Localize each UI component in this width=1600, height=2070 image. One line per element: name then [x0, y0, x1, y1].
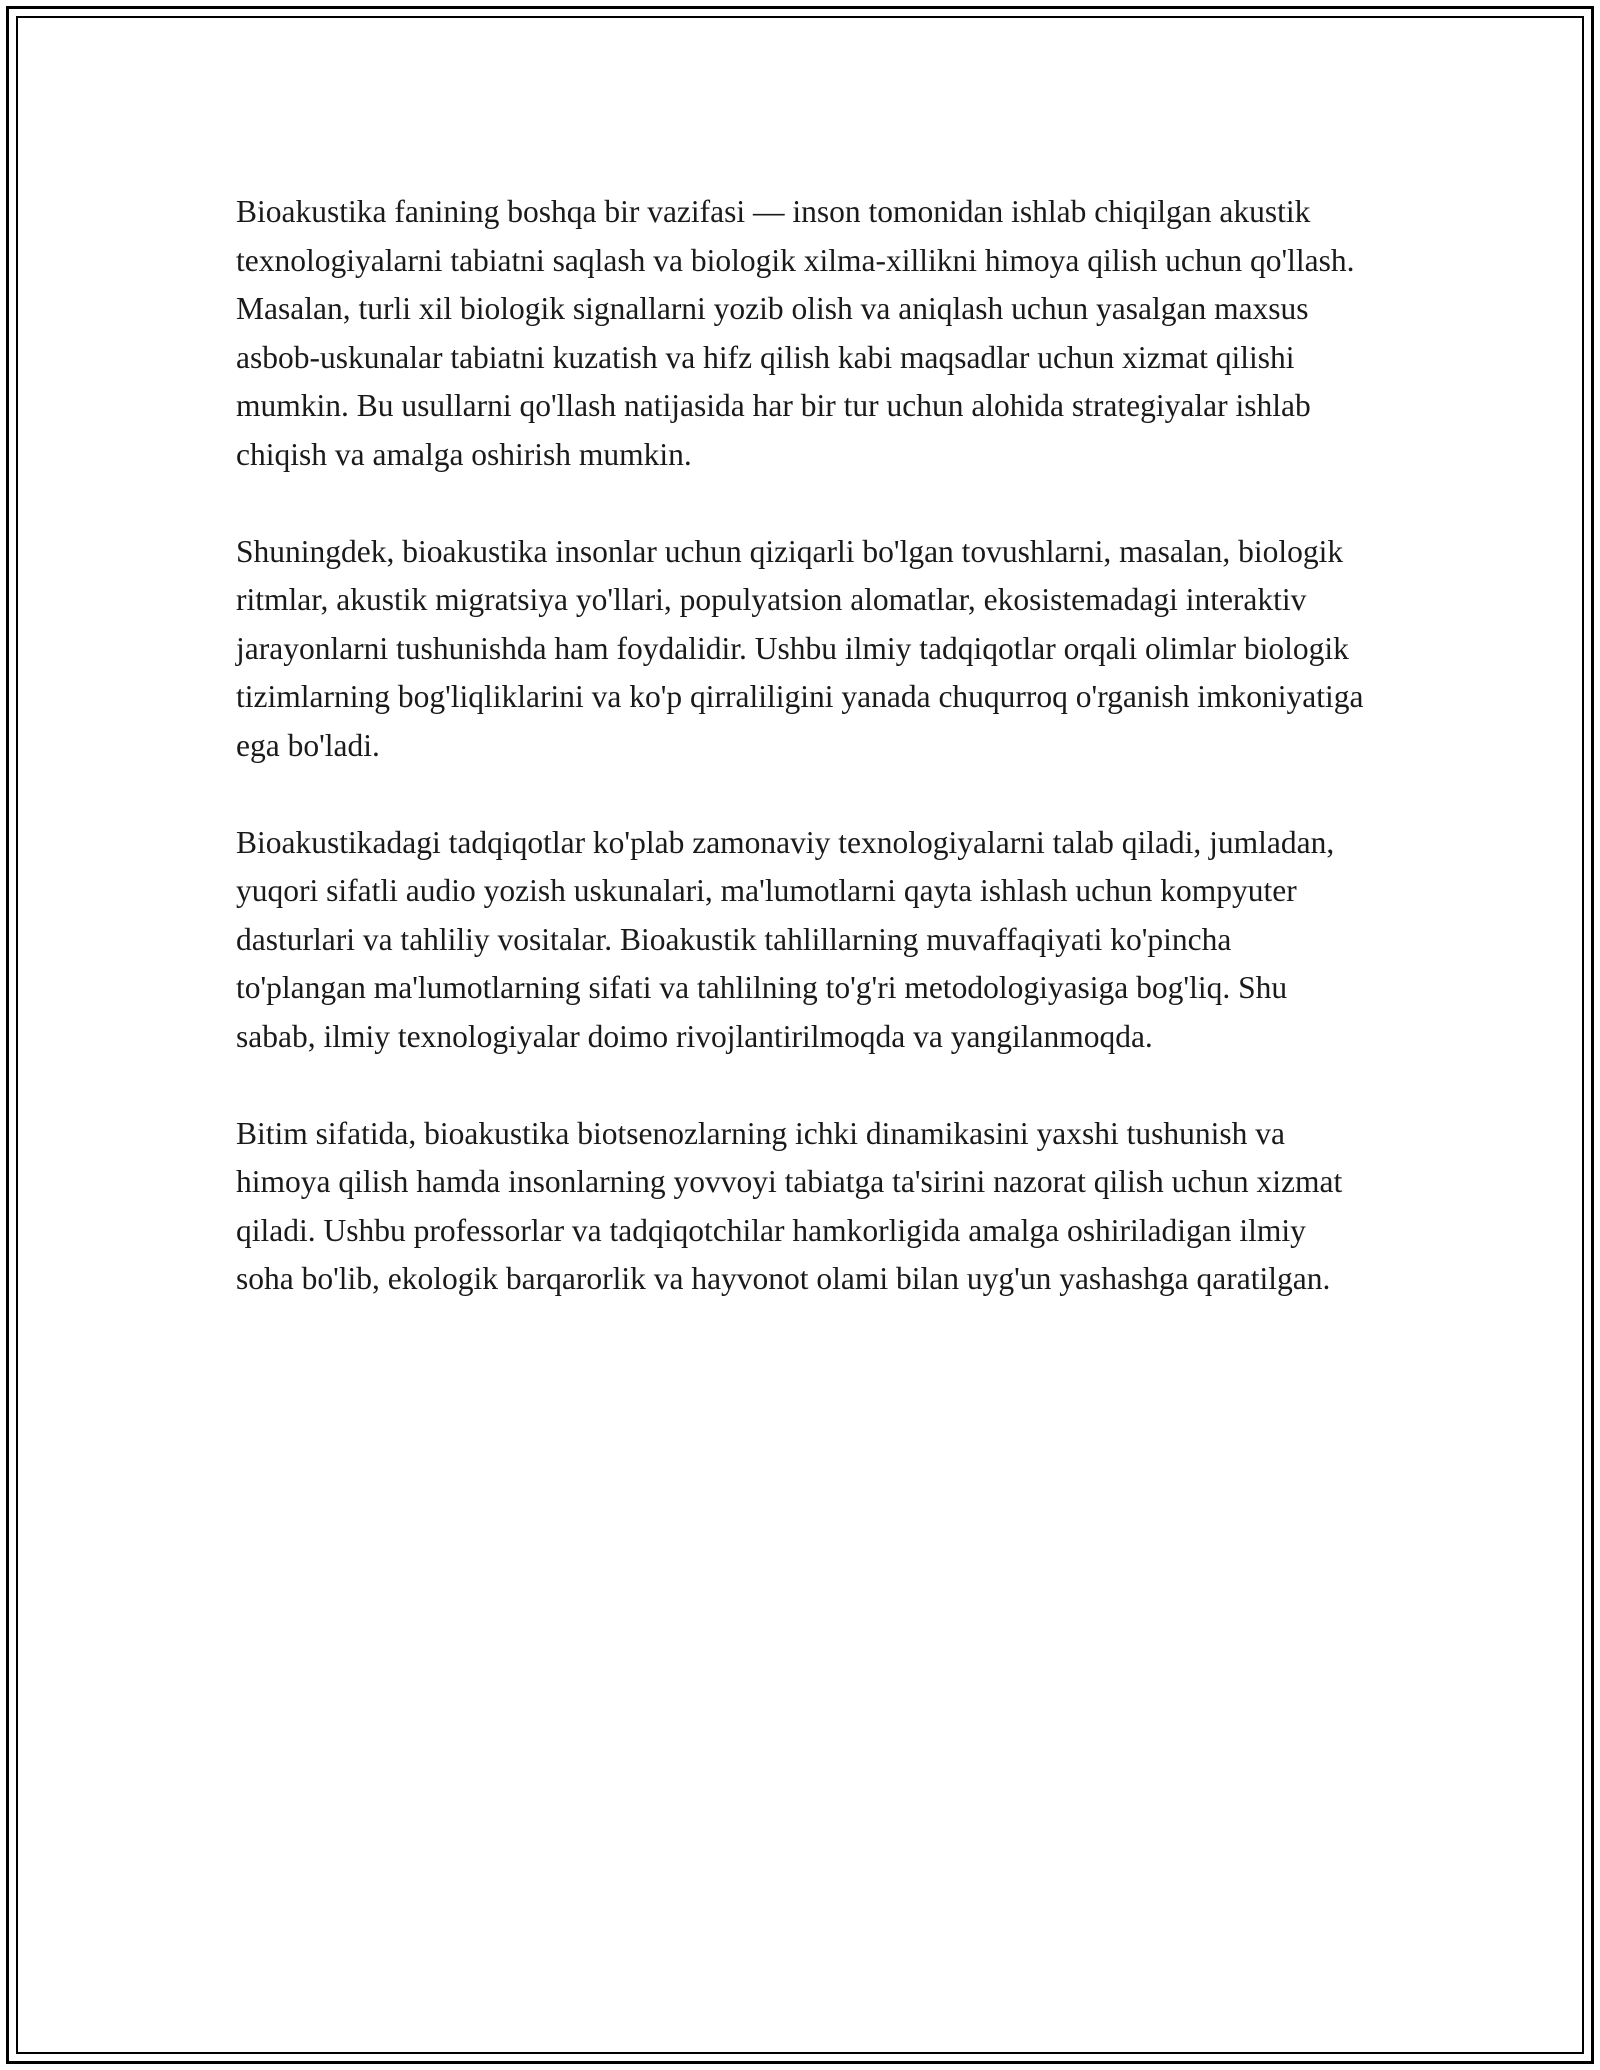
- paragraph-2: Shuningdek, bioakustika insonlar uchun qiziqarli bo'lgan tovushlarni, masalan, biologik ritmlar, akustik migratsiya yo'llari, populyatsion alomatlar, ekosistemadagi interaktiv jarayonlarni tushunishda ham foydalidir. Ushbu ilmiy tadqiqotlar orqali olimlar biologik tizimlarning bog'liqliklarini va ko'p qirraliligini yanada chuqurroq o'rganish imkoniyatiga ega bo'ladi.: [236, 533, 1364, 763]
- paragraph-1: Bioakustika fanining boshqa bir vazifasi — inson tomonidan ishlab chiqilgan akustik texnologiyalarni tabiatni saqlash va biologik xilma-xillikni himoya qilish uchun qo'llash. Masalan, turli xil biologik signallarni yozib olish va aniqlash uchun yasalgan maxsus asbob-uskunalar tabiatni kuzatish va hifz qilish kabi maqsadlar uchun xizmat qilishi mumkin. Bu usullarni qo'llash natijasida har bir tur uchun alohida strategiyalar ishlab chiqish va amalga oshirish mumkin.: [236, 194, 1355, 472]
- paragraph-3: Bioakustikadagi tadqiqotlar ko'plab zamonaviy texnologiyalarni talab qiladi, jumladan, yuqori sifatli audio yozish uskunalari, ma'lumotlarni qayta ishlash uchun kompyuter dasturlari va tahliliy vositalar. Bioakustik tahlillarning muvaffaqiyati ko'pincha to'plangan ma'lumotlarning sifati va tahlilning to'g'ri metodologiyasiga bog'liq. Shu sabab, ilmiy texnologiyalar doimo rivojlantirilmoqda va yangilanmoqda.: [236, 824, 1335, 1054]
- document-body: [236, 188, 1366, 1352]
- paragraph-4: Bitim sifatida, bioakustika biotsenozlarning ichki dinamikasini yaxshi tushunish va himoya qilish hamda insonlarning yovvoyi tabiatga ta'sirini nazorat qilish uchun xizmat qiladi. Ushbu professorlar va tadqiqotchilar hamkorligida amalga oshiriladigan ilmiy soha bo'lib, ekologik barqarorlik va hayvonot olami bilan uyg'un yashashga qaratilgan.: [236, 1115, 1343, 1296]
